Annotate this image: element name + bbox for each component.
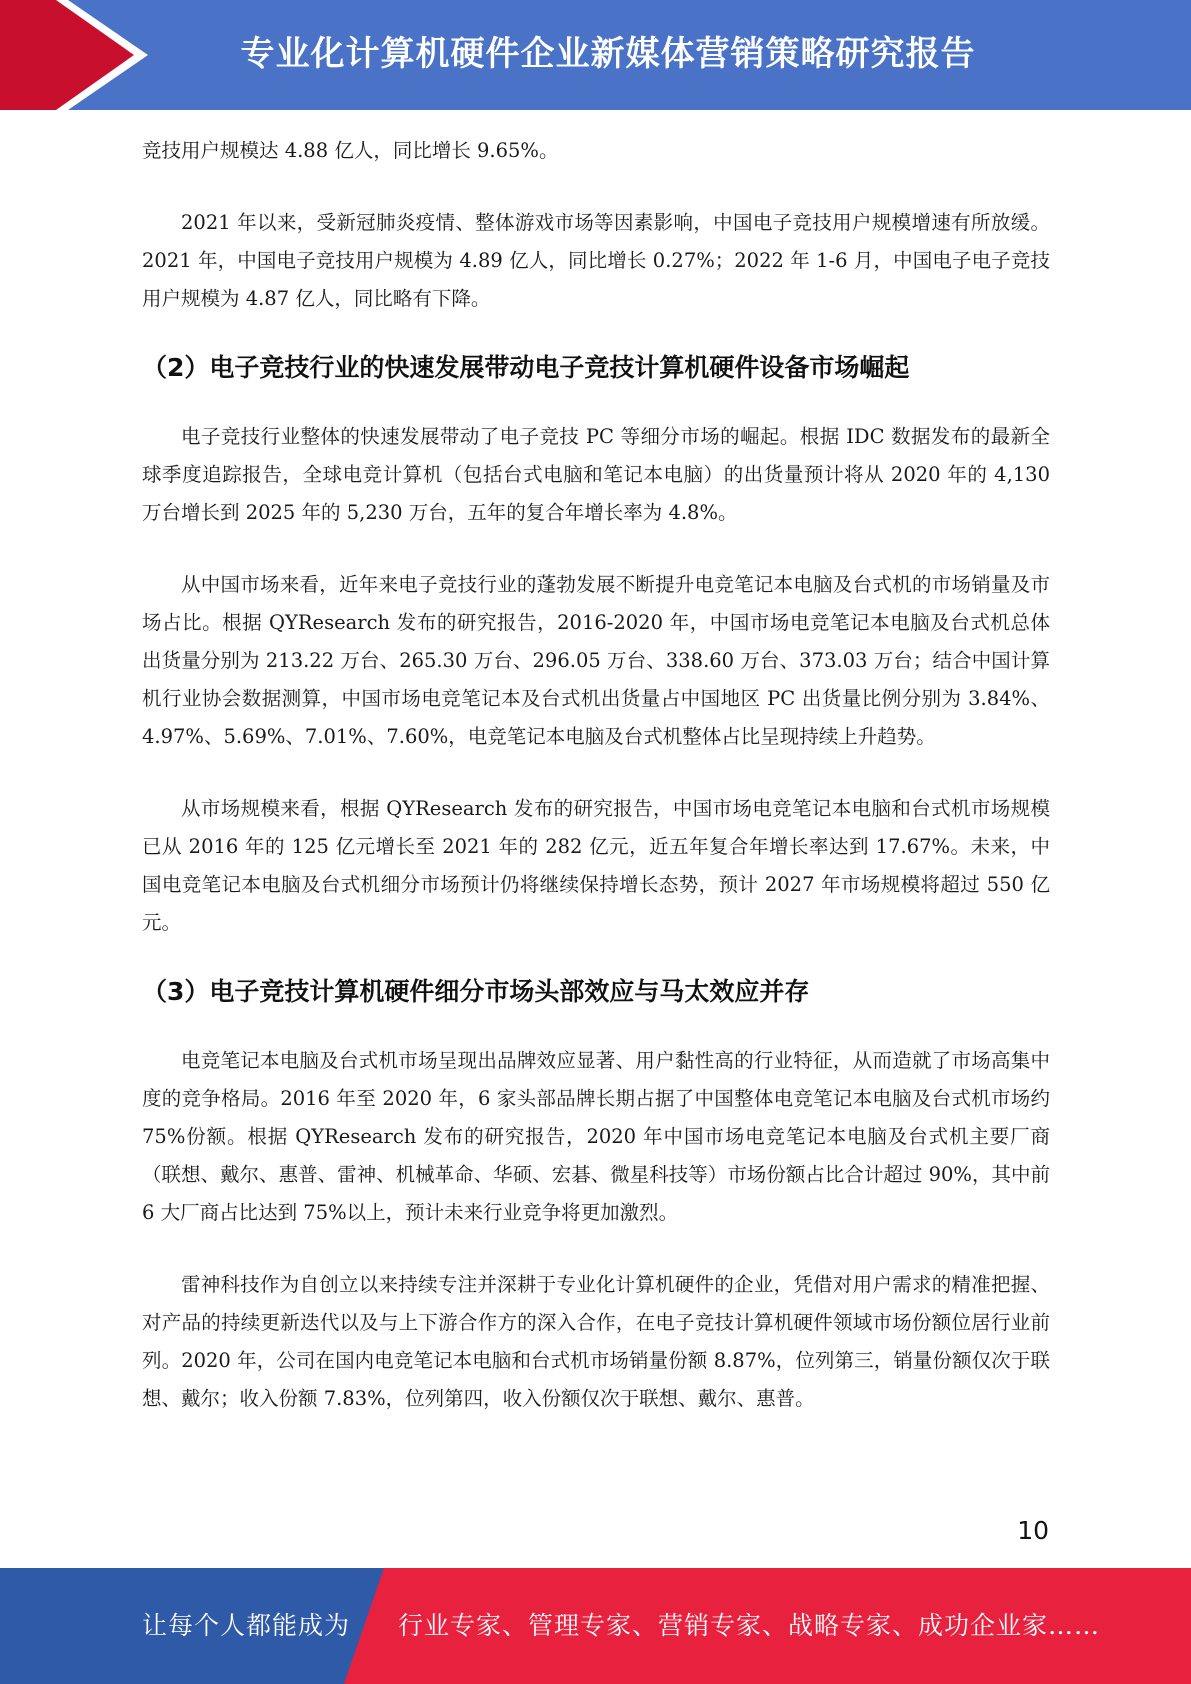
paragraph-2: 2021 年以来，受新冠肺炎疫情、整体游戏市场等因素影响，中国电子竞技用户规模增速有所放缓。2021 年，中国电子竞技用户规模为 4.89 亿人，同比增长 0.27%；2022 年 1-6 月，中国电子电子竞技用户规模为 4.87 亿人，同比略有下降。	[142, 211, 1050, 310]
paragraph-6: 电竞笔记本电脑及台式机市场呈现出品牌效应显著、用户黏性高的行业特征，从而造就了市场高集中度的竞争格局。2016 年至 2020 年，6 家头部品牌长期占据了中国整体电竞笔记本电脑及台式机市场约 75%份额。根据 QYResearch 发布的研究报告，2020 年中国市场电竞笔记本电脑及台式机主要厂商（联想、戴尔、惠普、雷神、机械革命、华硕、宏碁、微星科技等）市场份额占比合计超过 90%，其中前 6 大厂商占比达到 75%以上，预计未来行业竞争将更加激烈。	[142, 1049, 1050, 1224]
header-banner	[0, 0, 1191, 110]
footer-slogan-right: 行业专家、管理专家、营销专家、战略专家、成功企业家……	[398, 1611, 1101, 1640]
page-number: 10	[1017, 1516, 1049, 1545]
paragraph-1: 竞技用户规模达 4.88 亿人，同比增长 9.65%。	[142, 139, 559, 162]
paragraph-3: 电子竞技行业整体的快速发展带动了电子竞技 PC 等细分市场的崛起。根据 IDC 数据发布的最新全球季度追踪报告，全球电竞计算机（包括台式电脑和笔记本电脑）的出货量预计将从 2020 年的 4,130 万台增长到 2025 年的 5,230 万台，五年的复合年增长率为 4.8%。	[142, 425, 1050, 524]
document-body	[142, 132, 1050, 1418]
footer-slogan-left: 让每个人都能成为	[142, 1611, 351, 1640]
section-heading-3: （3）电子竞技计算机硬件细分市场头部效应与马太效应并存	[142, 977, 810, 1006]
footer-banner	[0, 1568, 1191, 1684]
section-heading-2: （2）电子竞技行业的快速发展带动电子竞技计算机硬件设备市场崛起	[142, 353, 910, 382]
report-title: 专业化计算机硬件企业新媒体营销策略研究报告	[240, 34, 976, 74]
paragraph-5: 从市场规模来看，根据 QYResearch 发布的研究报告，中国市场电竞笔记本电脑和台式机市场规模已从 2016 年的 125 亿元增长至 2021 年的 282 亿元，近五年复合年增长率达到 17.67%。未来，中国电竞笔记本电脑及台式机细分市场预计仍将继续保持增长态势，预计 2027 年市场规模将超过 550 亿元。	[142, 797, 1050, 934]
paragraph-7: 雷神科技作为自创立以来持续专注并深耕于专业化计算机硬件的企业，凭借对用户需求的精准把握、对产品的持续更新迭代以及与上下游合作方的深入合作，在电子竞技计算机硬件领域市场份额位居行业前列。2020 年，公司在国内电竞笔记本电脑和台式机市场销量份额 8.87%，位列第三，销量份额仅次于联想、戴尔；收入份额 7.83%，位列第四，收入份额仅次于联想、戴尔、惠普。	[142, 1273, 1050, 1410]
paragraph-4: 从中国市场来看，近年来电子竞技行业的蓬勃发展不断提升电竞笔记本电脑及台式机的市场销量及市场占比。根据 QYResearch 发布的研究报告，2016-2020 年，中国市场电竞笔记本电脑及台式机总体出货量分别为 213.22 万台、265.30 万台、296.05 万台、338.60 万台、373.03 万台；结合中国计算机行业协会数据测算，中国市场电竞笔记本及台式机出货量占中国地区 PC 出货量比例分别为 3.84%、4.97%、5.69%、7.01%、7.60%，电竞笔记本电脑及台式机整体占比呈现持续上升趋势。	[142, 573, 1050, 748]
